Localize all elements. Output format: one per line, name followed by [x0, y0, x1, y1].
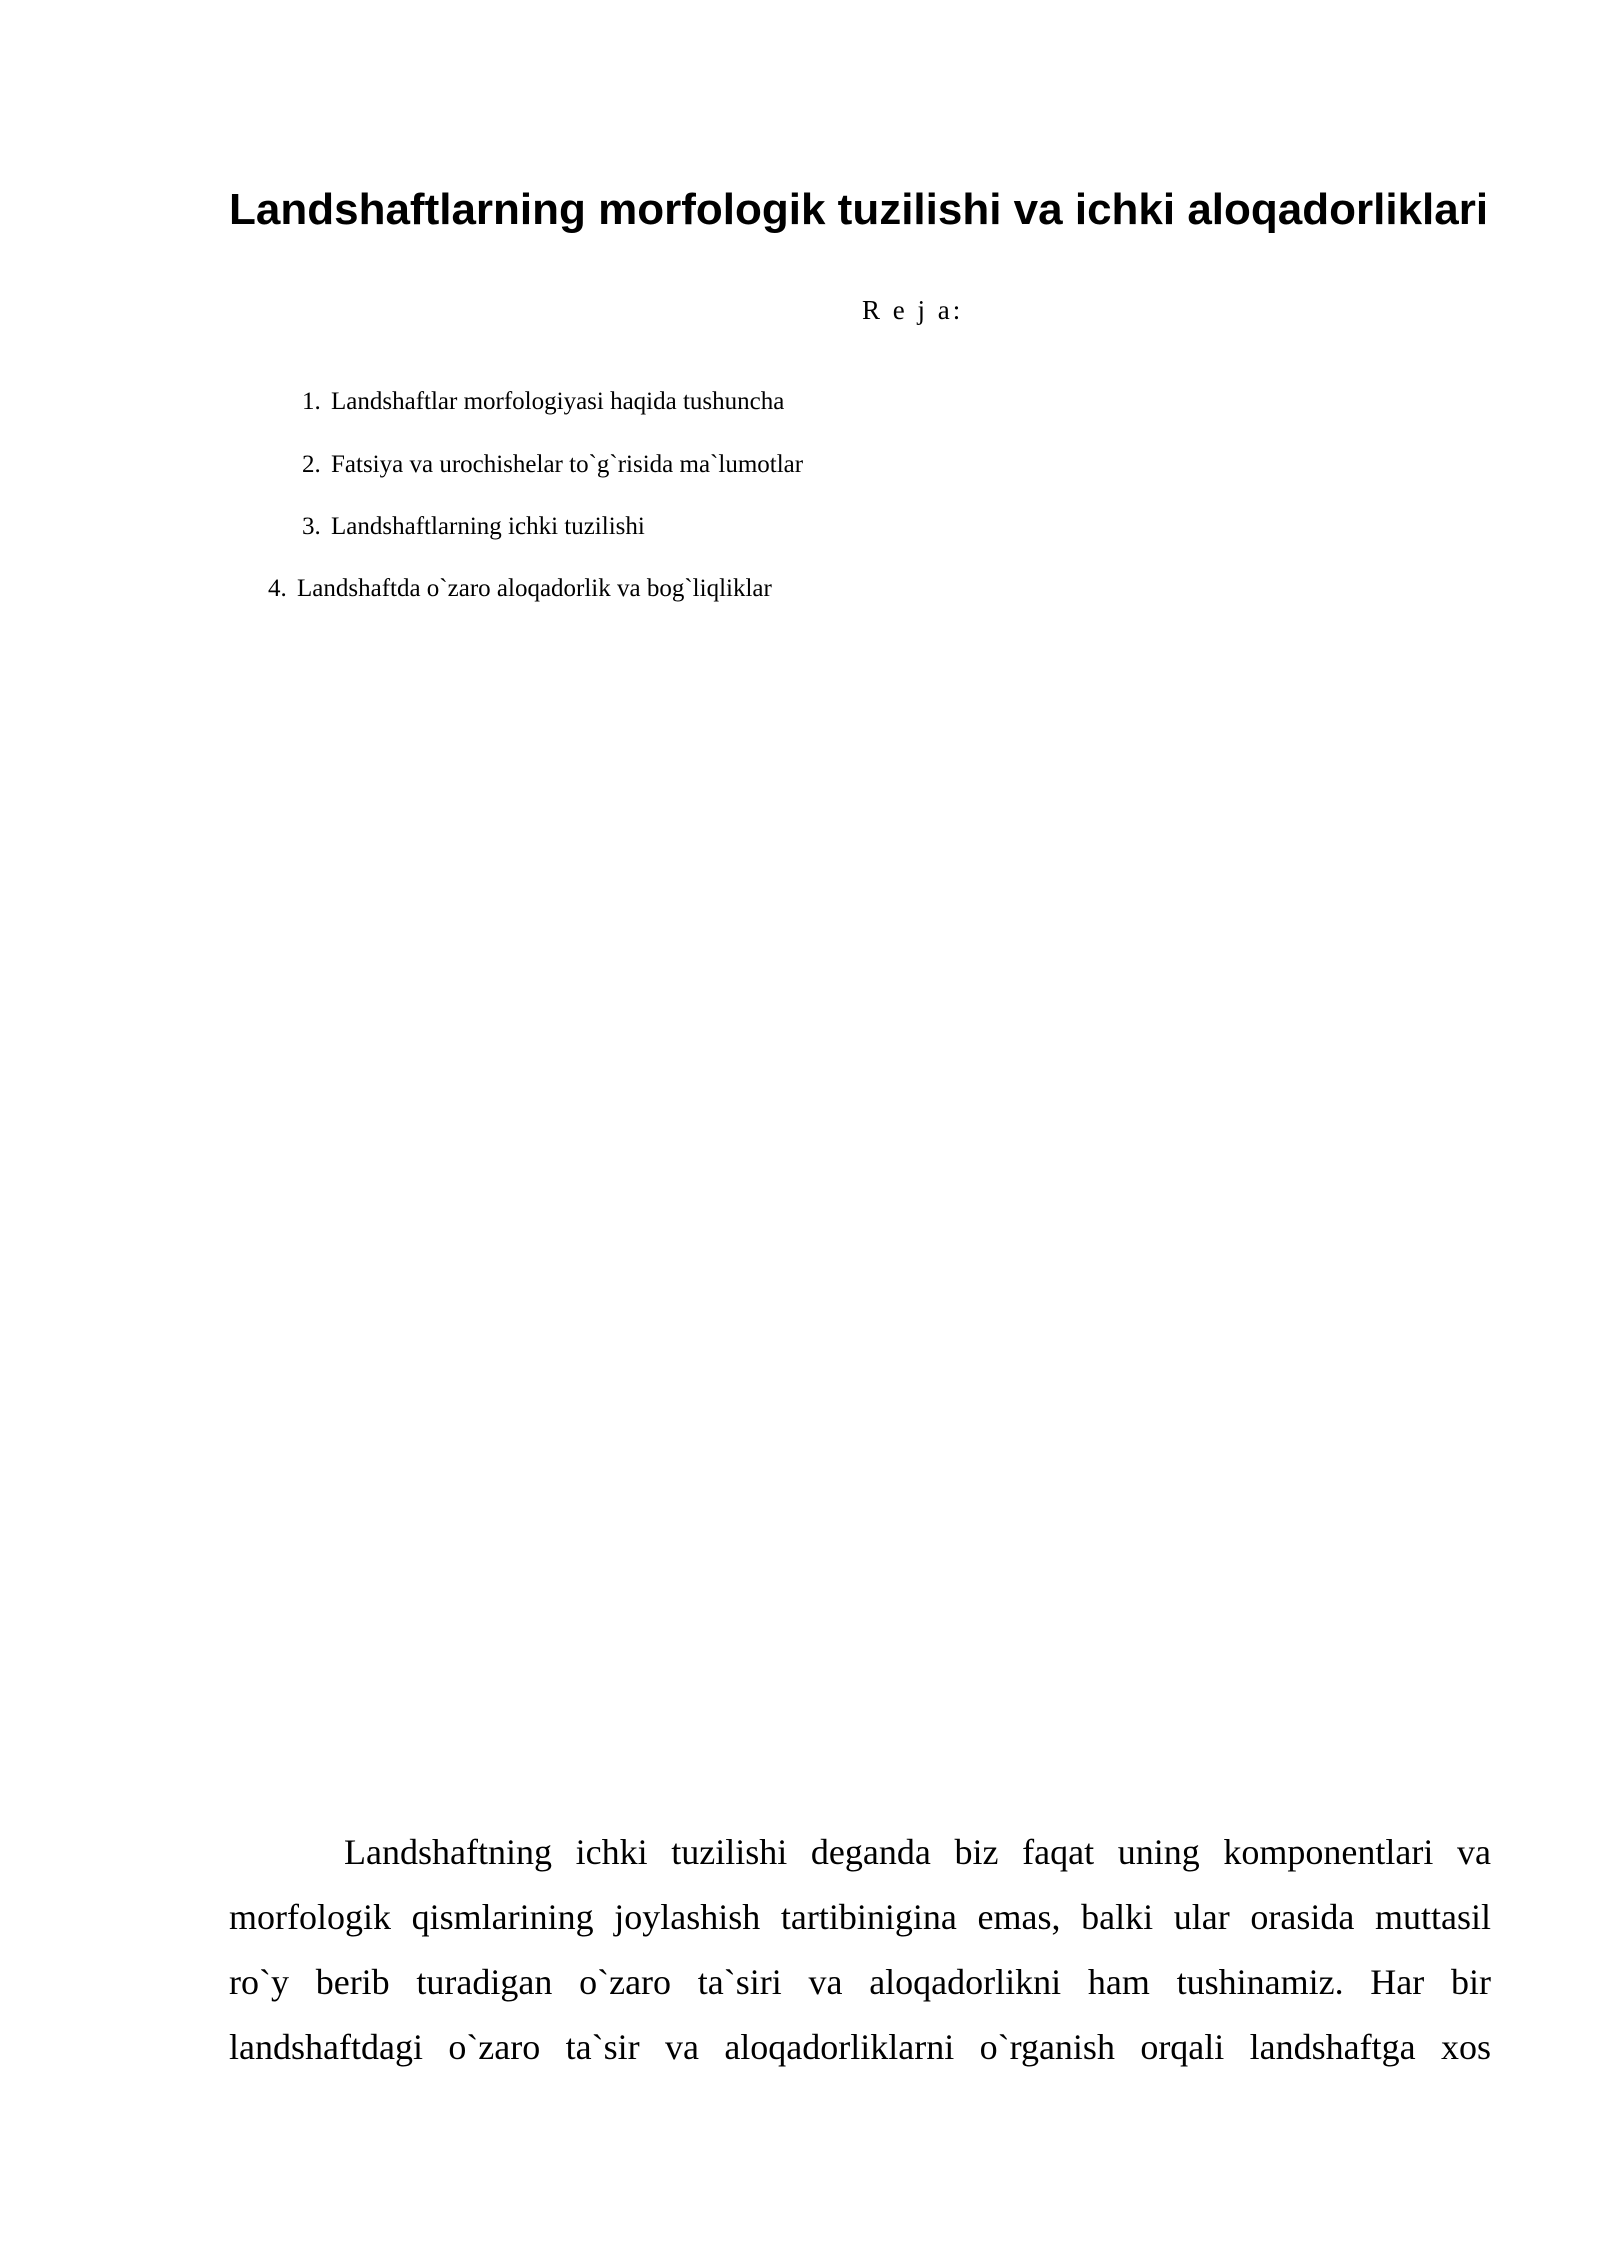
plan-item [302, 509, 645, 545]
plan-item-number: 1. [302, 388, 321, 415]
plan-item-number: 3. [302, 513, 321, 540]
plan-heading: R e j a: [862, 295, 964, 325]
plan-item-text: Landshaftda o`zaro aloqadorlik va bog`liqliklar [297, 575, 772, 602]
plan-item [302, 447, 803, 483]
plan-item [302, 384, 784, 420]
plan-item [268, 571, 772, 607]
document-title: Landshaftlarning morfologik tuzilishi va ichki aloqadorliklari [229, 185, 1489, 234]
plan-item-text: Landshaftlarning ichki tuzilishi [331, 513, 645, 540]
plan-item-text: Fatsiya va urochishelar to`g`risida ma`lumotlar [331, 451, 804, 478]
plan-item-number: 2. [302, 451, 321, 478]
plan-item-number: 4. [268, 575, 287, 602]
body-line: landshaftdagi o`zaro ta`sir va aloqadorliklarni o`rganish orqali landshaftga xos [229, 2027, 1491, 2067]
body-line: morfologik qismlarining joylashish tartibinigina emas, balki ular orasida muttasil [229, 1897, 1491, 1937]
body-line: Landshaftning ichki tuzilishi deganda biz faqat uning komponentlari va [344, 1832, 1491, 1872]
body-line: ro`y berib turadigan o`zaro ta`siri va aloqadorlikni ham tushinamiz. Har bir [229, 1962, 1491, 2002]
plan-item-text: Landshaftlar morfologiyasi haqida tushuncha [331, 388, 785, 415]
body-paragraph [229, 1820, 1491, 2080]
